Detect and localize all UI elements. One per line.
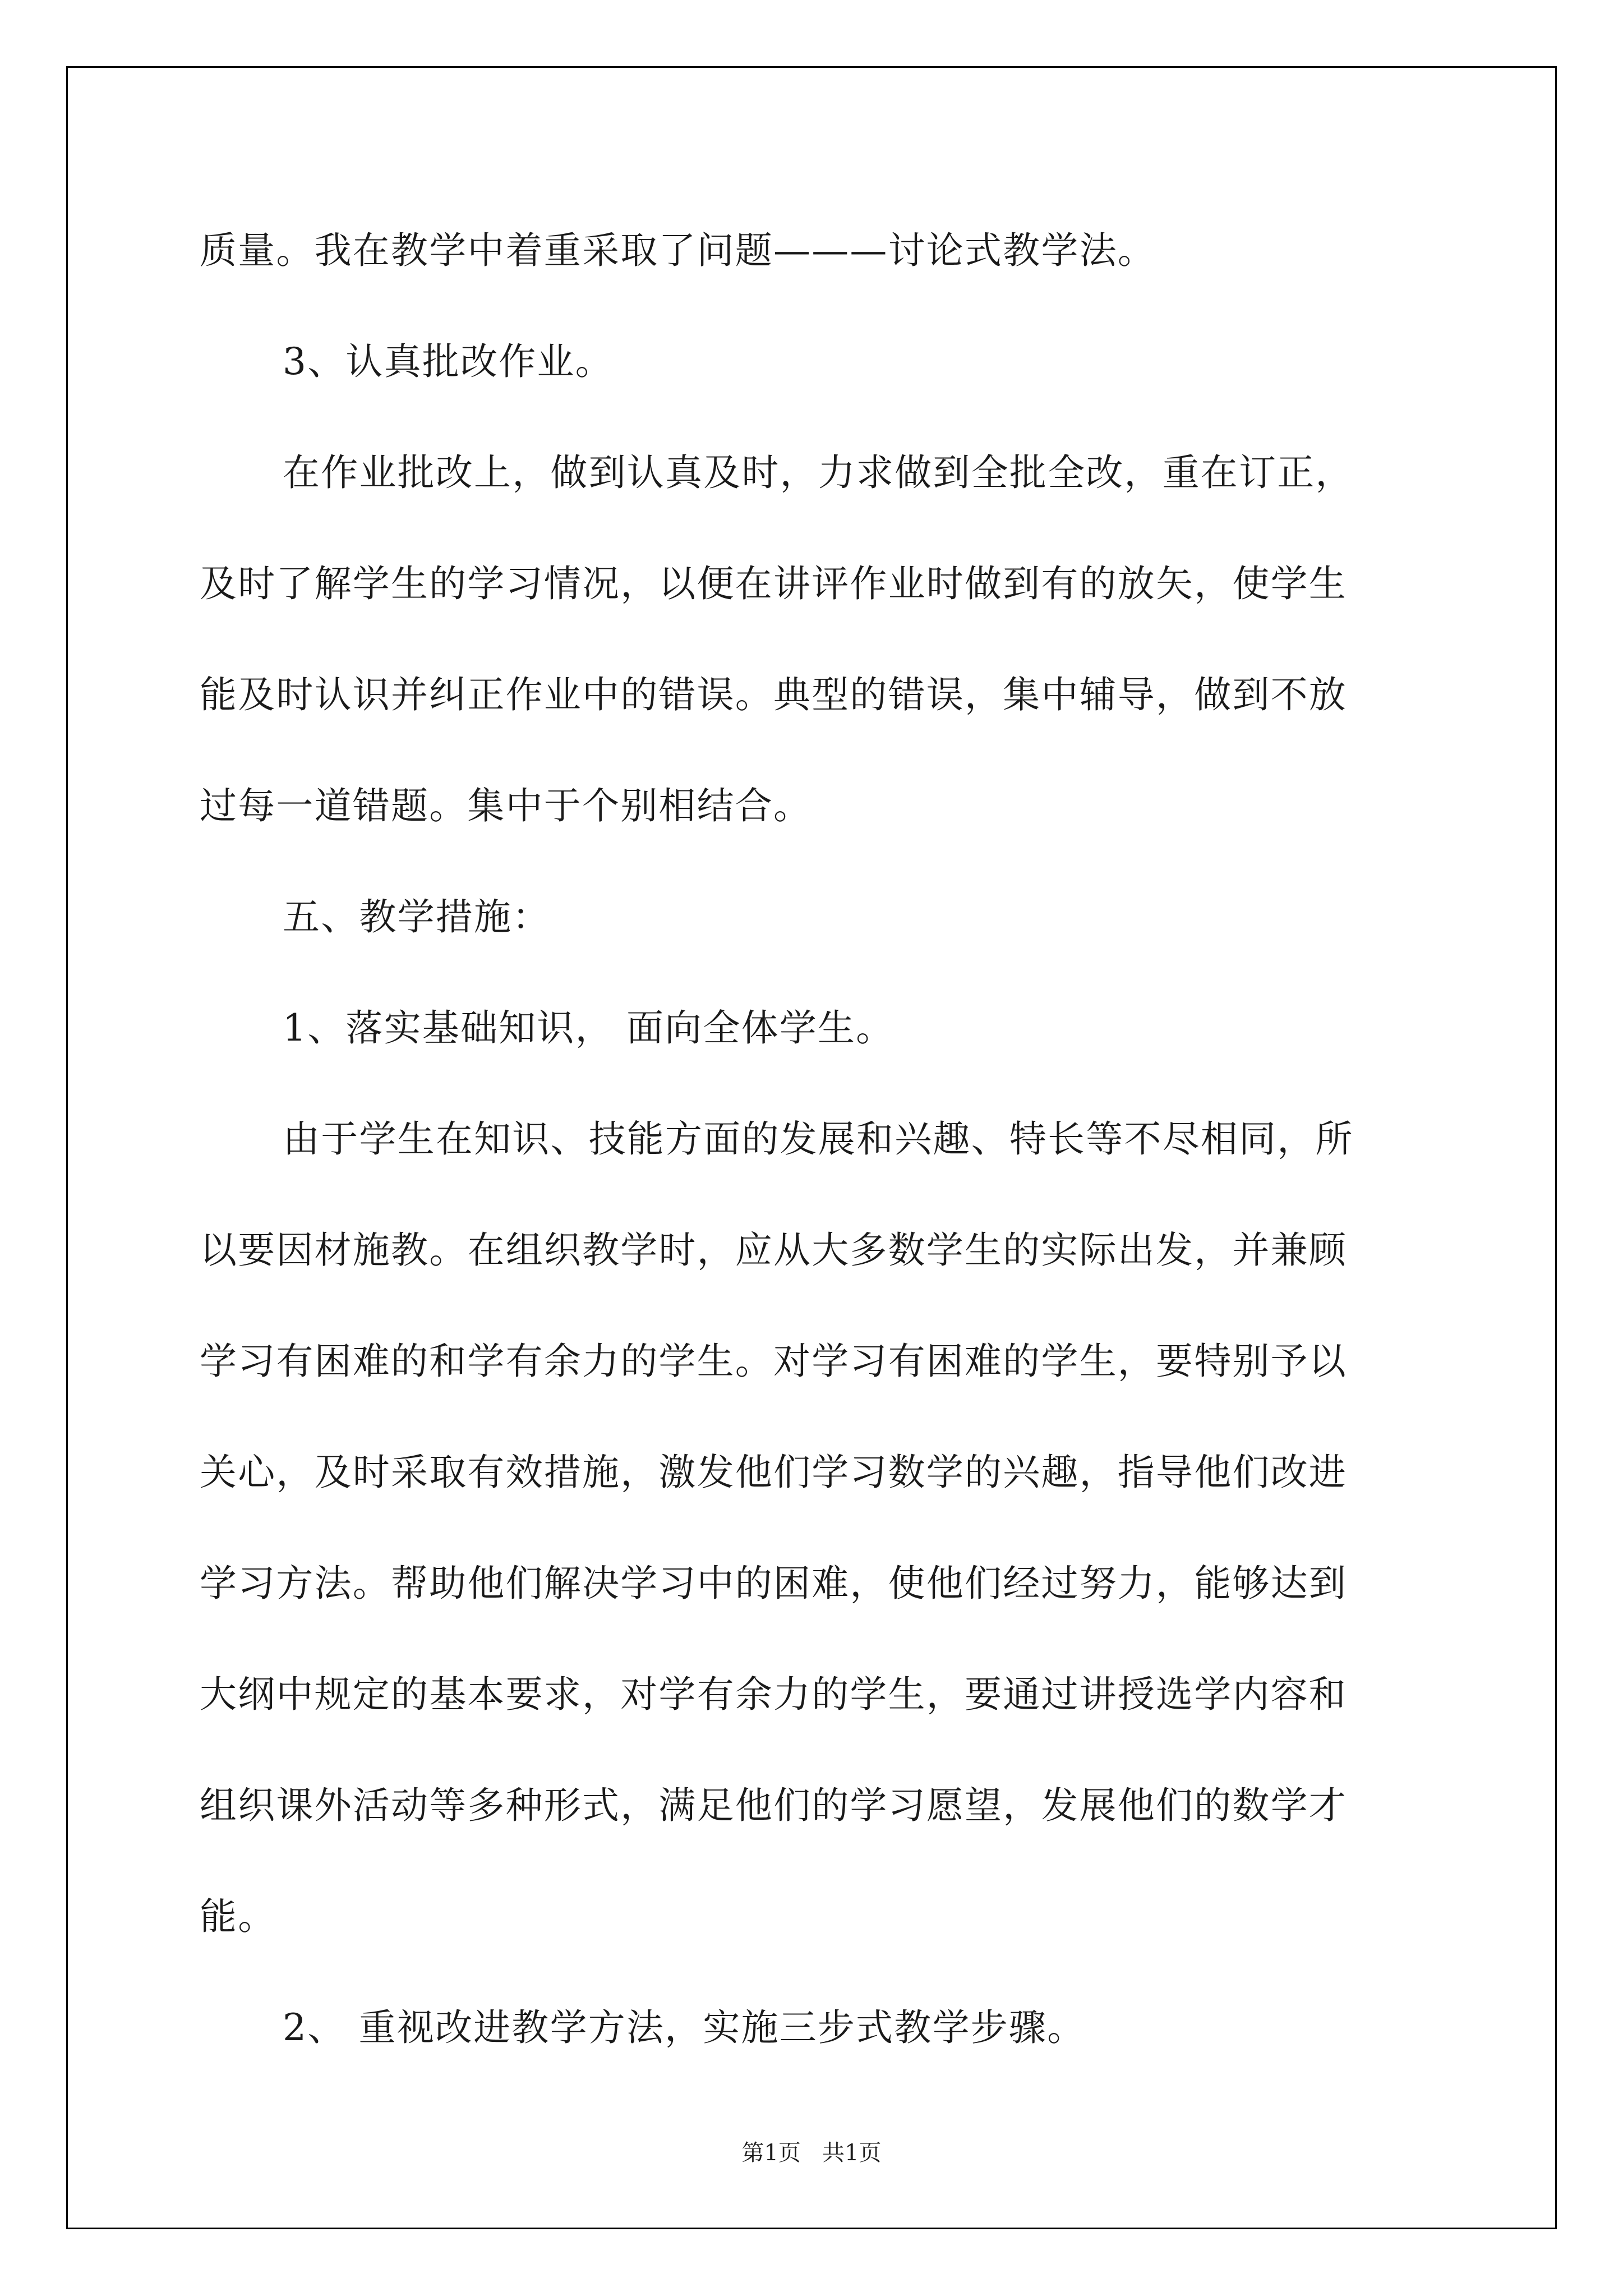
paragraph-line: 学习方法。帮助他们解决学习中的困难，使他们经过努力，能够达到 — [200, 1562, 1347, 1605]
paragraph-line: 学习有困难的和学有余力的学生。对学习有困难的学生，要特别予以 — [200, 1340, 1347, 1383]
section-heading: 2、 重视改进教学方法，实施三步式教学步骤。 — [283, 2006, 1086, 2049]
paragraph-line: 组织课外活动等多种形式，满足他们的学习愿望，发展他们的数学才 — [200, 1784, 1347, 1827]
paragraph-line: 关心，及时采取有效措施，激发他们学习数学的兴趣，指导他们改进 — [200, 1451, 1347, 1494]
paragraph-line: 大纲中规定的基本要求，对学有余力的学生，要通过讲授选学内容和 — [200, 1673, 1347, 1716]
paragraph-line: 能及时认识并纠正作业中的错误。典型的错误，集中辅导，做到不放 — [200, 673, 1347, 716]
paragraph-line: 由于学生在知识、技能方面的发展和兴趣、特长等不尽相同，所 — [283, 1117, 1354, 1161]
section-heading: 3、认真批改作业。 — [283, 340, 614, 383]
paragraph-line: 过每一道错题。集中于个别相结合。 — [200, 784, 812, 827]
section-heading: 五、教学措施： — [283, 895, 551, 938]
text-line: 质量。我在教学中着重采取了问题———讨论式教学法。 — [200, 229, 1156, 272]
paragraph-line: 在作业批改上，做到认真及时，力求做到全批全改，重在订正， — [283, 451, 1354, 494]
page-number-footer: 第1页 共1页 — [741, 2140, 882, 2166]
paragraph-line: 及时了解学生的学习情况，以便在讲评作业时做到有的放矢，使学生 — [200, 562, 1347, 605]
paragraph-line: 能。 — [200, 1895, 276, 1938]
paragraph-line: 以要因材施教。在组织教学时，应从大多数学生的实际出发，并兼顾 — [200, 1228, 1347, 1272]
section-heading: 1、落实基础知识， 面向全体学生。 — [283, 1006, 895, 1050]
